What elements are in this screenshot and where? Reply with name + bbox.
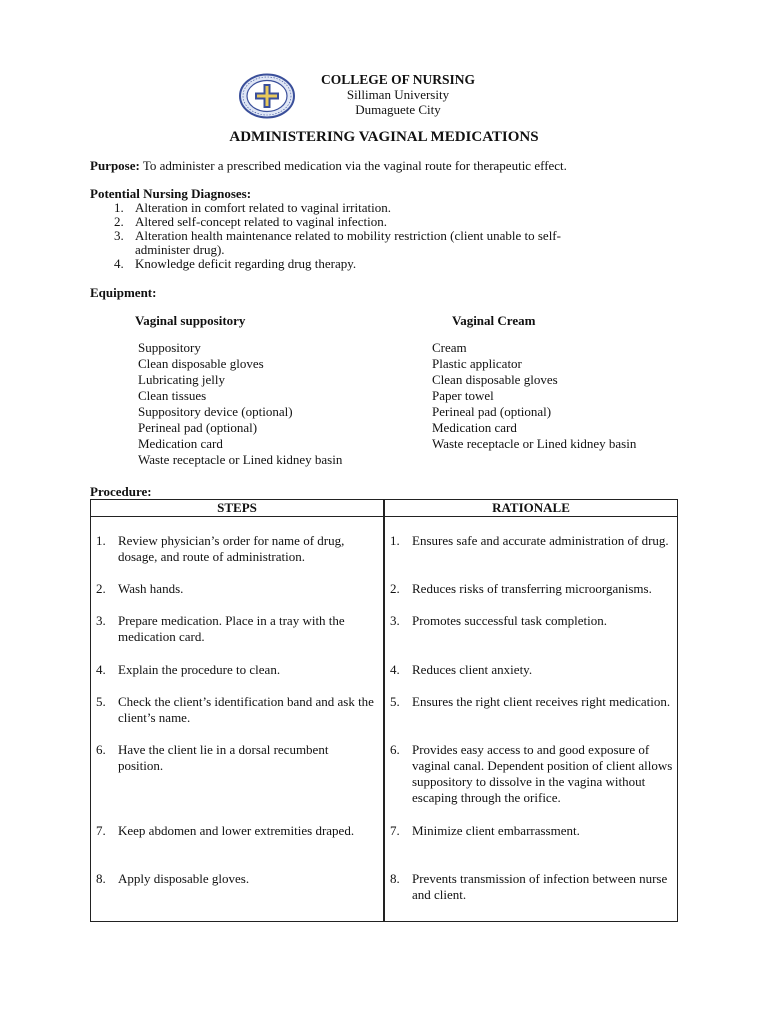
diagnoses-list: [90, 201, 650, 271]
list-item: Cream: [432, 340, 467, 355]
list-item: 2. Altered self-concept related to vaginal infection.: [114, 214, 387, 229]
university-name: Silliman University: [346, 87, 450, 102]
purpose-text: To administer a prescribed medication via the vaginal route for therapeutic effect.: [139, 158, 567, 173]
cream-equipment-list: [432, 340, 636, 452]
list-item: 3. Alteration health maintenance related to mobility restriction (client unable to self-administer drug).: [114, 228, 561, 257]
procedure-table: [90, 499, 678, 922]
rationale-cell: 1. Ensures safe and accurate administration of drug. 2. Reduces risks of transferring microorganisms. 3. Promotes successful task completion. 4. Reduces client anxiety. 5. Ensures the right client receives right medication. 6. Provides easy access to and good exposure of vaginal canal. Dependent position of client allows suppository to dissolve in the vagina without escaping through the orifice. 7. Minimize client embarrassment. 8. Prevents transmission of infection between nurse and client.: [384, 517, 678, 922]
equipment-heading: Equipment:: [90, 285, 157, 300]
list-item: Waste receptacle or Lined kidney basin: [432, 436, 637, 451]
procedure-heading: Procedure:: [90, 484, 152, 499]
suppository-equipment-list: [138, 340, 342, 468]
document-header: [298, 72, 498, 117]
document-title: ADMINISTERING VAGINAL MEDICATIONS: [229, 129, 539, 145]
steps-column-header: STEPS: [91, 500, 385, 517]
rationale-column-header: RATIONALE: [384, 500, 678, 517]
list-item: Medication card: [138, 436, 223, 451]
cream-column-title: Vaginal Cream: [452, 313, 536, 328]
list-item: Perineal pad (optional): [432, 404, 552, 419]
university-seal-logo: [238, 73, 296, 119]
table-row: [91, 517, 678, 922]
list-item: Plastic applicator: [432, 356, 522, 371]
list-item: Perineal pad (optional): [138, 420, 258, 435]
city-name: Dumaguete City: [355, 102, 441, 117]
list-item: Medication card: [432, 420, 517, 435]
purpose-line: [90, 158, 567, 173]
table-header-row: [91, 500, 678, 517]
list-item: Suppository: [138, 340, 201, 355]
list-item: Clean disposable gloves: [138, 356, 264, 371]
diagnoses-heading: Potential Nursing Diagnoses:: [90, 186, 252, 201]
list-item: 1. Alteration in comfort related to vaginal irritation.: [114, 200, 391, 215]
college-name: COLLEGE OF NURSING: [320, 72, 476, 87]
list-item: Suppository device (optional): [138, 404, 293, 419]
steps-cell: 1. Review physician’s order for name of drug, dosage, and route of administration. 2. Wash hands. 3. Prepare medication. Place in a tray with the medication card. 4. Explain the procedure to clean. 5. Check the client’s identification band and ask the client’s name. 6. Have the client lie in a dorsal recumbent position. 7. Keep abdomen and lower extremities draped. 8. Apply disposable gloves.: [91, 517, 385, 922]
suppository-column-title: Vaginal suppository: [135, 313, 246, 328]
list-item: Lubricating jelly: [138, 372, 226, 387]
list-item: Waste receptacle or Lined kidney basin: [138, 452, 343, 467]
list-item: Clean disposable gloves: [432, 372, 558, 387]
purpose-label: Purpose:: [90, 158, 140, 173]
list-item: Clean tissues: [138, 388, 207, 403]
list-item: Paper towel: [432, 388, 494, 403]
list-item: 4. Knowledge deficit regarding drug therapy.: [114, 256, 357, 271]
